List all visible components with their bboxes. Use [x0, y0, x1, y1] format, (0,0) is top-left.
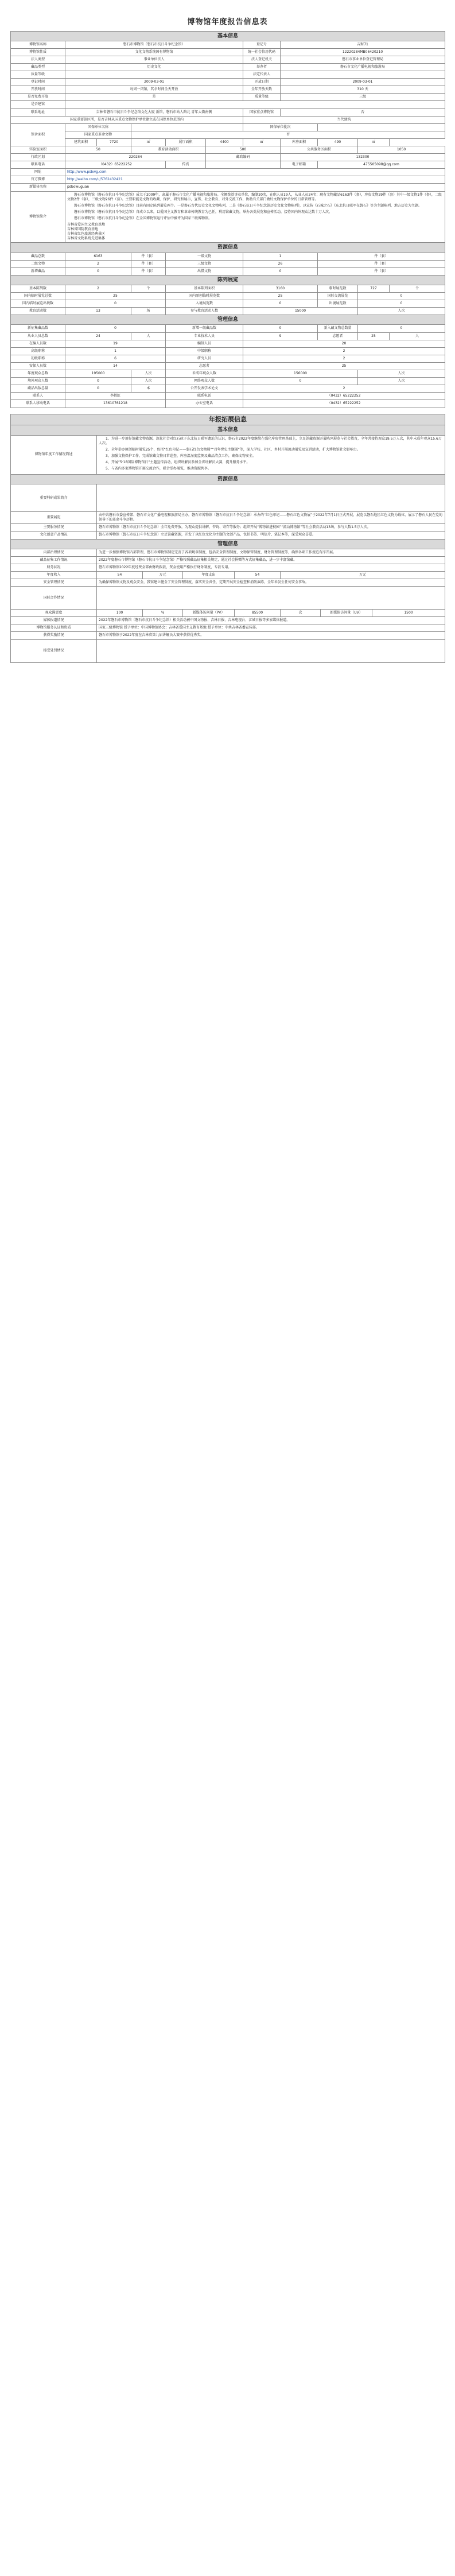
field-label: 年度观众总数	[11, 370, 65, 378]
field-label: 邮政编码	[206, 154, 281, 161]
field-label: 教育活动面积	[131, 146, 206, 154]
levels-value: 三级	[281, 94, 445, 101]
field-label: 主要服务情况	[11, 524, 97, 532]
summary-paragraph: 4、开展“5·18国际博物馆日”主题宣传活动，组织讲解员参加全省讲解员大赛，提升服务水平。	[106, 460, 250, 464]
field-label: 安保人员数	[11, 362, 65, 370]
annual-title: 年报拓展信息	[11, 414, 445, 425]
legal-value: 磐石市事业单位登记管理局	[281, 56, 445, 63]
annual-report-table	[10, 414, 445, 663]
field-label: 国保单位批次	[243, 123, 318, 131]
field-text: 磐石市博物馆（磐石市抗日斗争纪念馆）全年免费开放，为观众提供讲解、咨询、寄存等服务；组织开展“博物馆进校园”“流动博物馆”等社会教育活动13场，参与人数1.5万人次。	[97, 524, 445, 532]
edu-area: 500	[206, 146, 281, 154]
field-text: 磐石市博物馆于2022年度在吉林省第九届讲解员大赛中获得优秀奖。	[97, 632, 445, 639]
field-label: 网址	[11, 169, 65, 176]
volunteer-value: 25	[358, 332, 390, 340]
section-header: 管理信息	[11, 539, 445, 549]
field-text: 国家三级博物馆 授予单位：中国博物馆协会；吉林省爱国主义教育基地 授予单位：中共吉林省委宣传部。	[97, 624, 445, 632]
contact-phone: （0432）65222252	[243, 393, 445, 400]
field-label: 基本陈列数	[11, 285, 65, 292]
free-value: 是	[65, 94, 243, 101]
unit: 件（套）	[318, 260, 445, 267]
field-text: 由中共磐石市委宣传部、磐石市文化广播电视和旅游局主办，磐石市博物馆（磐石市抗日斗争纪念馆）承办的“红色印记——磐石红色文物展”于2022年7月1日正式开展，展览以磐石地区红色文物为载体，展示了磐石人民在党的领导下的革命斗争历程。	[97, 512, 445, 524]
publication-count: 0	[65, 385, 131, 393]
building-area: 7720	[97, 138, 131, 146]
phone-value: （0432）65222252	[65, 161, 166, 169]
field-text	[97, 484, 445, 512]
section-header: 陈列展览	[11, 275, 445, 285]
field-label: 联系电话	[166, 393, 243, 400]
grade3-value: 26	[243, 260, 318, 267]
field-label: 是否建馆	[11, 101, 65, 108]
field-value: 19	[65, 340, 166, 347]
field-label: 国家重要馆区所，是否吉林从国重点文物保护单位建立或在国保单位范围内	[11, 116, 243, 123]
region-value: 当代建筑	[243, 116, 445, 123]
section-header: 基本信息	[11, 31, 445, 41]
field-label: 传真	[166, 161, 206, 169]
field-label: 质量等级	[243, 94, 281, 101]
field-label: 国内临时展览总数	[11, 293, 65, 300]
income-value: 54	[97, 572, 143, 579]
post-code: 132300	[281, 154, 445, 161]
field-label: 博物馆性质	[11, 48, 65, 56]
unit: 人次	[358, 378, 445, 385]
online-visitors: 0	[243, 378, 358, 385]
collection-total: 6163	[65, 253, 131, 260]
unit: 人次	[358, 308, 445, 315]
minor-visitors: 156000	[243, 370, 358, 378]
field-label: 电子邮箱	[281, 161, 318, 169]
domestic-out: 0	[65, 300, 166, 308]
field-value: 6	[65, 355, 166, 362]
field-label: 研究人员	[166, 355, 243, 362]
field-label: 博物馆简介	[11, 191, 65, 243]
unit: ㎡	[131, 138, 166, 146]
field-label: 新增藏品	[11, 267, 65, 275]
field-label: 未成年观众人数	[166, 370, 243, 378]
page-title: 博物馆年度报告信息表	[187, 18, 268, 26]
field-label: 联系电话	[11, 161, 65, 169]
field-label: 入境展览数	[166, 300, 243, 308]
contact-name: 李鹤虹	[65, 393, 166, 400]
unit: 次	[281, 610, 321, 617]
credit-code: 12220284MB06420210	[281, 48, 445, 56]
open-date: 2009-03-01	[281, 79, 445, 86]
field-label: 登记号	[243, 41, 281, 48]
field-label: 藏品类型	[11, 63, 65, 71]
unit: 人次	[131, 378, 166, 385]
domestic-original: 25	[243, 293, 318, 300]
category-value: 事业单位法人	[65, 56, 243, 63]
edu-people: 15000	[243, 308, 358, 315]
field-label: 基本陈列面积	[166, 285, 243, 292]
field-label: 公共服务区面积	[281, 146, 358, 154]
field-label: 国际合作情况	[11, 587, 97, 610]
field-value	[318, 123, 445, 131]
prof-value: 9	[243, 332, 318, 340]
intro-paragraph: 磐石市博物馆（磐石市抗日斗争纪念馆）目前有固定陈列展览两个。一是磐石古代历史文化文物陈列，二是《磐石抗日斗争纪念馆历史文化文物陈列》，以宣传《石城之石》《东北抗日联军在磐石》等为主题陈列，地方历史为主题。	[74, 203, 422, 208]
field-text: 磐石市博物馆（磐石市抗日斗争纪念馆）立足馆藏资源，开发了以红色文化为主题的文创产品，包括书签、明信片、笔记本等，深受观众喜爱。	[97, 532, 445, 539]
field-value: 2	[243, 347, 445, 355]
field-label: 一级文物	[166, 253, 243, 260]
field-label: 出借文物	[166, 267, 243, 275]
annual-work-summary	[97, 435, 445, 475]
outcome-value: 54	[235, 572, 281, 579]
temp-exhibit-count: 727	[358, 285, 390, 292]
summary-paragraph: 5、与省内多家博物馆开展交流合作，联合举办展览，推动资源共享。	[106, 466, 211, 471]
field-label: 联系人移动电话	[11, 400, 65, 408]
field-label: 出境展览数	[318, 300, 358, 308]
field-label: 教育活动数	[11, 308, 65, 315]
field-label: 二级文物	[11, 260, 65, 267]
weibo-link[interactable]: http://weibo.com/u/5762432421	[65, 176, 445, 184]
field-label: 新媒体访问量（PV）	[183, 610, 235, 617]
email-value: 475505098@qq.com	[318, 161, 445, 169]
section-header: 管理信息	[11, 315, 445, 325]
field-label: 编制人员	[166, 340, 243, 347]
field-label: 国内临时展览出境数	[11, 300, 65, 308]
field-value	[131, 123, 243, 131]
field-label: 境外观众人数	[11, 378, 65, 385]
unit: 件（套）	[131, 253, 166, 260]
section-header: 资源信息	[11, 243, 445, 253]
field-label: 登记时间	[11, 79, 65, 86]
unit: 个	[131, 285, 166, 292]
intro-paragraph: 磐石市博物馆（磐石市抗日斗争纪念馆）成立于2009年，隶属于磐石市文化广播电视和旅游局。全额拨款事业单位，编制20名，在职人员19人，从业人员24名；现有文物藏品6163件（套），珍贵文物29件（套）其中一级文物1件（套），二级文物2件（套），三级文物26件（套）。主要职能是文物的收藏、保护、研究和展示，宣传、社会教育、对外交流工作，协助有关部门做好文物保护单位的日常管理等。	[67, 192, 442, 201]
public-area: 1050	[358, 146, 445, 154]
field-label: 接受处罚情况	[11, 639, 97, 662]
field-label: 国家重点革命文物	[65, 131, 131, 138]
basic-info-table	[10, 31, 445, 408]
field-label: 藏品出版总量	[11, 385, 65, 393]
unit: 个	[390, 285, 445, 292]
field-label: 国保单位名称	[65, 123, 131, 131]
basic-exhibit-area: 3160	[243, 285, 318, 292]
field-label: 参与教育活动人数	[166, 308, 243, 315]
foreign-visitors: 0	[65, 378, 131, 385]
field-value: 20	[243, 340, 445, 347]
field-label: 内部治理情况	[11, 549, 97, 556]
export-count: 0	[358, 300, 445, 308]
field-label: 国际交流展览	[318, 293, 358, 300]
gift-value: 0	[243, 325, 318, 332]
field-value: 否	[131, 131, 445, 138]
honor-item: 吉林省红色旅游经典景区	[67, 232, 106, 236]
field-label: 藏品征集工作情况	[11, 556, 97, 564]
museum-intro	[65, 191, 445, 243]
office-phone: （0432）65222252	[243, 400, 445, 408]
unit: 人	[390, 332, 445, 340]
uv-value: 1500	[372, 610, 445, 617]
unit: 件（套）	[131, 260, 166, 267]
unit: 人次	[131, 370, 166, 378]
field-value: 14	[65, 362, 166, 370]
found-date: 2009-03-01	[65, 79, 243, 86]
unit: 场	[131, 308, 166, 315]
summary-paragraph: 3、加强文物保护工作，完成馆藏文物日常巡查、库房温湿度监测及藏品清点工作，确保文物安全。	[106, 453, 256, 458]
register-value: 吉财71	[281, 41, 445, 48]
field-label: 新征集藏品数	[11, 325, 65, 332]
unit: 人	[131, 332, 166, 340]
unit: 件（套）	[318, 267, 445, 275]
satisfaction-value: 100	[97, 610, 143, 617]
pv-value: 85500	[235, 610, 281, 617]
honor-item: 吉林省爱国主义教育基地	[67, 223, 106, 227]
field-label: 财务状况	[11, 564, 97, 571]
type-value: 历史文化	[65, 63, 243, 71]
field-label: 获得奖励情况	[11, 632, 97, 639]
field-value: 2	[243, 355, 445, 362]
unit: 万元	[143, 572, 183, 579]
field-label: 国家重点博物馆	[243, 108, 281, 116]
section-header: 基本信息	[11, 425, 445, 435]
field-label: 安全管理情况	[11, 579, 97, 587]
field-text	[97, 587, 445, 610]
field-label: 年度收入	[11, 572, 97, 579]
field-label: 志愿者	[318, 332, 358, 340]
field-label: 新媒体名称	[11, 184, 65, 191]
field-text: 为进一步加强博物馆内部管理，磐石市博物馆制定完善了各项规章制度，包括安全管理制度、文物保管制度、财务管理制度等，确保各项工作规范有序开展。	[97, 549, 445, 556]
museum-name: 磐石市博物馆（磐石市抗日斗争纪念馆）	[65, 41, 243, 48]
field-label: 行政区划	[11, 154, 65, 161]
summary-paragraph: 1、为进一步用好馆藏文物资源，深化社会对红石砬子东北抗日联军遗址的认识，磐石市2022年度继续在强化库房管理基础上，立足馆藏资源开展陈列展览与社会教育，全年共接待观众19.5万人次，其中未成年观众15.6万人次。	[99, 436, 442, 445]
field-label: 建筑面积	[65, 138, 97, 146]
unit: 本	[131, 385, 166, 393]
field-label: 重要科研成果简介	[11, 484, 97, 512]
section-header: 资源信息	[11, 475, 445, 484]
field-label: 馆舍面积	[11, 123, 65, 146]
field-label: 专业技术人员	[166, 332, 243, 340]
open-hours: 每周一闭馆，其余时间全天开放	[65, 86, 243, 94]
field-label: 新媒体访问量（UV）	[321, 610, 372, 617]
field-label: 中级职称	[166, 347, 243, 355]
field-text: 2022年度磐石市博物馆（磐石市抗日斗争纪念馆）严格按照藏品征集相关规定，通过社会捐赠等方式征集藏品，进一步丰富馆藏。	[97, 556, 445, 564]
honor-item: 吉林省文物系统先进集体	[67, 236, 106, 241]
field-label: 新增一级藏品数	[166, 325, 243, 332]
unit: ㎡	[243, 138, 281, 146]
loan-value: 0	[243, 267, 318, 275]
field-value: 1	[65, 347, 166, 355]
field-label: 临时展览数	[318, 285, 358, 292]
field-label: 全年开放天数	[243, 86, 281, 94]
record-value: 0	[358, 325, 445, 332]
field-label: 高级职称	[11, 347, 65, 355]
mobile-value: 13610761218	[65, 400, 166, 408]
key-museum-value: 否	[281, 108, 445, 116]
field-label: 联系人	[11, 393, 65, 400]
field-label: 是否免费开放	[11, 94, 65, 101]
field-label: 办公室电话	[166, 400, 243, 408]
paper-count: 2	[243, 385, 445, 393]
field-label: 志愿者	[166, 362, 243, 370]
nature-value: 文化文物系统国有博物馆	[65, 48, 243, 56]
organizer-value: 磐石市文化广播电视和旅游局	[281, 63, 445, 71]
field-label: 文化创意产品情况	[11, 532, 97, 539]
field-label: 博物馆名称	[11, 41, 65, 48]
field-label: 初级职称	[11, 355, 65, 362]
field-label: 开放时间	[11, 86, 65, 94]
field-text	[97, 639, 445, 662]
field-label: 年度支出	[183, 572, 235, 579]
field-label: 从业人员总数	[11, 332, 65, 340]
field-label: 开放日期	[243, 79, 281, 86]
field-label: 博物馆年度工作情况简述	[11, 435, 97, 475]
field-label: 重要展览	[11, 512, 97, 524]
new-collection: 0	[65, 267, 131, 275]
open-days: 310 天	[281, 86, 445, 94]
field-label: 公开发表学术论文	[166, 385, 243, 393]
grade1-value: 1	[243, 253, 318, 260]
field-label: 博物馆服务认证和资质	[11, 624, 97, 632]
field-label: 新入藏文物总数量	[318, 325, 358, 332]
field-label: 观众满意度	[11, 610, 97, 617]
store-area: 490	[318, 138, 358, 146]
field-label: 法定代表人	[243, 71, 281, 79]
intl-exchange: 0	[358, 293, 445, 300]
unit: ㎡	[358, 138, 390, 146]
summary-paragraph: 2、全年举办原创临时展览25个，包括“红色印记——磐石红色文物展”“百年党史主题展”等，深入学校、社区、乡村开展流动展览及宣讲活动，扩大博物馆社会影响力。	[106, 447, 360, 452]
field-label: 联系地址	[11, 108, 65, 116]
fax-value	[206, 161, 281, 169]
new-coll-value: 0	[65, 325, 166, 332]
field-text: 磐石市博物馆2022年度经费全部由财政拨款，资金使用严格执行财务制度，专款专用。	[97, 564, 445, 571]
import-count: 0	[243, 300, 318, 308]
field-label: 藏品总数	[11, 253, 65, 260]
field-label: 法人登记机关	[243, 56, 281, 63]
field-label: 展厅面积	[166, 138, 206, 146]
field-text: 为确保博物馆文物及观众安全，我馆建立健全了安全管理制度，落实安全责任，定期开展安全检查和消防演练，全年未发生任何安全事故。	[97, 579, 445, 587]
admin-code: 220284	[65, 154, 206, 161]
field-label: 质量等级	[11, 71, 65, 79]
field-label: 实验室面积	[11, 146, 65, 154]
report-page	[0, 0, 455, 674]
visitor-total: 195000	[65, 370, 131, 378]
intro-value	[65, 101, 445, 108]
field-text: 2022年磐石市博物馆（磐石市抗日斗争纪念馆）相关活动被中国文物报、吉林日报、吉林电视台、江城日报等多家媒体报道。	[97, 617, 445, 624]
intro-paragraph: 磐石市博物馆（磐石市抗日斗争纪念馆）在全国博物馆运行评估中被评为国家三级博物馆。	[74, 216, 212, 220]
field-label: 三级文物	[166, 260, 243, 267]
field-label: 网络观众人数	[166, 378, 243, 385]
unit: 件（套）	[131, 267, 166, 275]
field-label: 在编人员数	[11, 340, 65, 347]
quality-value	[65, 71, 243, 79]
field-label: 国内原创临时展览数	[166, 293, 243, 300]
field-label: 法人类型	[11, 56, 65, 63]
lab-area: 50	[65, 146, 131, 154]
field-label: 媒体报道情况	[11, 617, 97, 624]
unit: 人次	[358, 370, 445, 378]
unit: 万元	[281, 572, 445, 579]
address-value: 吉林省磐石市抗日斗争纪念馆文化大厦 新馆，磐石市站人路北 青年大街南侧	[65, 108, 243, 116]
website-link[interactable]: http://www.psbwg.com	[65, 169, 445, 176]
grade2-value: 2	[65, 260, 131, 267]
field-label: 官方微博	[11, 176, 65, 184]
field-label: 库房面积	[281, 138, 318, 146]
edu-count: 13	[65, 308, 131, 315]
field-label: 举办者	[243, 63, 281, 71]
wechat-value: psbowuguan	[65, 184, 445, 191]
honor-item: 吉林省国防教育基地	[67, 227, 99, 232]
exhibit-area: 4400	[206, 138, 243, 146]
basic-exhibit-count: 2	[65, 285, 131, 292]
staff-total: 24	[65, 332, 131, 340]
legal-rep-value	[281, 71, 445, 79]
field-value: 25	[243, 362, 445, 370]
intro-paragraph: 磐石市博物馆（磐石市抗日斗争纪念馆）自成立以来，以爱国主义教育和革命传统教育为己任，利用馆藏文物，举办各类展览和宣传活动，接待国内外观众达数十万人次。	[74, 210, 333, 214]
unit: 件（套）	[318, 253, 445, 260]
unit: %	[143, 610, 183, 617]
domestic-count: 25	[65, 293, 166, 300]
field-label: 统一社会信用代码	[243, 48, 281, 56]
